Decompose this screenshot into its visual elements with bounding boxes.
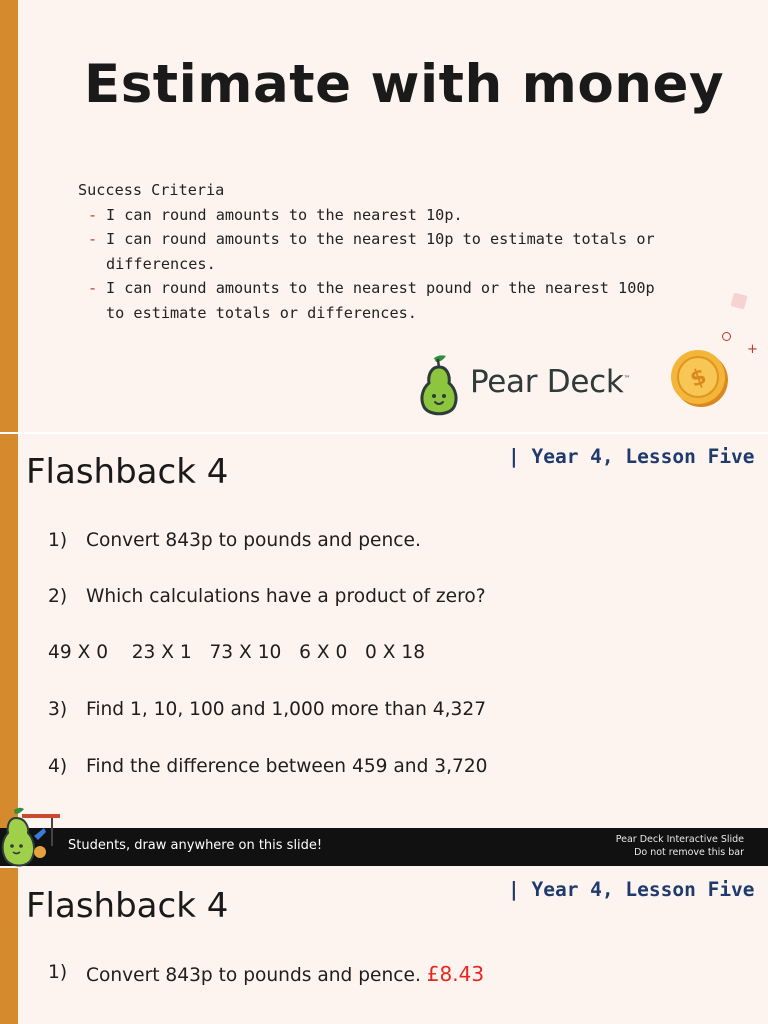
criteria-dash: - xyxy=(88,205,98,224)
question-number: 1) xyxy=(48,530,68,551)
question-number: 3) xyxy=(48,699,68,720)
peardeck-bar-notice xyxy=(616,833,744,859)
question-line xyxy=(86,962,484,986)
logo-text: Pear Deck xyxy=(470,364,624,400)
question-text: Which calculations have a product of zero? xyxy=(86,586,486,607)
accent-bar xyxy=(0,434,18,866)
logo-tm: ™ xyxy=(623,374,631,383)
criteria-dash: - xyxy=(88,230,98,249)
page-title: Estimate with money xyxy=(84,54,724,115)
slide-estimate-with-money xyxy=(0,0,768,432)
question-text: Find the difference between 459 and 3,720 xyxy=(86,756,488,777)
question-number: 2) xyxy=(48,586,68,607)
lesson-label: | Year 4, Lesson Five xyxy=(508,878,755,901)
question-text: Convert 843p to pounds and pence. xyxy=(86,965,421,986)
accent-bar xyxy=(0,868,18,1024)
notice-line-1: Pear Deck Interactive Slide xyxy=(615,834,744,845)
answer-text: £8.43 xyxy=(426,962,485,986)
success-criteria-heading: Success Criteria xyxy=(78,181,225,199)
question-text: Find 1, 10, 100 and 1,000 more than 4,327 xyxy=(86,699,487,720)
notice-line-2: Do not remove this bar xyxy=(634,847,744,858)
slide-flashback-4-answers xyxy=(0,868,768,1024)
svg-text:$: $ xyxy=(687,364,710,393)
question-number: 1) xyxy=(48,962,68,983)
peardeck-interactive-bar xyxy=(0,828,768,866)
criteria-text: I can round amounts to the nearest 10p to estimate totals or differences. xyxy=(106,230,655,273)
accent-bar xyxy=(0,0,18,432)
pear-badge-icon xyxy=(0,806,64,868)
criteria-text: I can round amounts to the nearest 10p. xyxy=(106,205,463,224)
criteria-item xyxy=(78,276,678,325)
slide-title: Flashback 4 xyxy=(26,452,229,492)
decor-plus: + xyxy=(747,342,758,357)
slide-flashback-4 xyxy=(0,434,768,866)
criteria-item xyxy=(78,203,678,228)
criteria-text: I can round amounts to the nearest pound or the nearest 100p to estimate totals or differences. xyxy=(106,279,655,322)
criteria-item xyxy=(78,227,678,276)
coin-icon xyxy=(668,347,730,409)
pear-deck-logo-text xyxy=(470,364,630,400)
slide-title: Flashback 4 xyxy=(26,886,229,926)
decor-square xyxy=(730,292,747,309)
calculation-list: 49 X 0 23 X 1 73 X 10 6 X 0 0 X 18 xyxy=(48,642,426,663)
decor-circle xyxy=(722,332,731,341)
success-criteria xyxy=(78,178,678,326)
question-text: Convert 843p to pounds and pence. xyxy=(86,530,421,551)
lesson-label: | Year 4, Lesson Five xyxy=(508,445,755,468)
peardeck-bar-message: Students, draw anywhere on this slide! xyxy=(68,838,323,853)
question-number: 4) xyxy=(48,756,68,777)
criteria-dash: - xyxy=(88,279,98,298)
